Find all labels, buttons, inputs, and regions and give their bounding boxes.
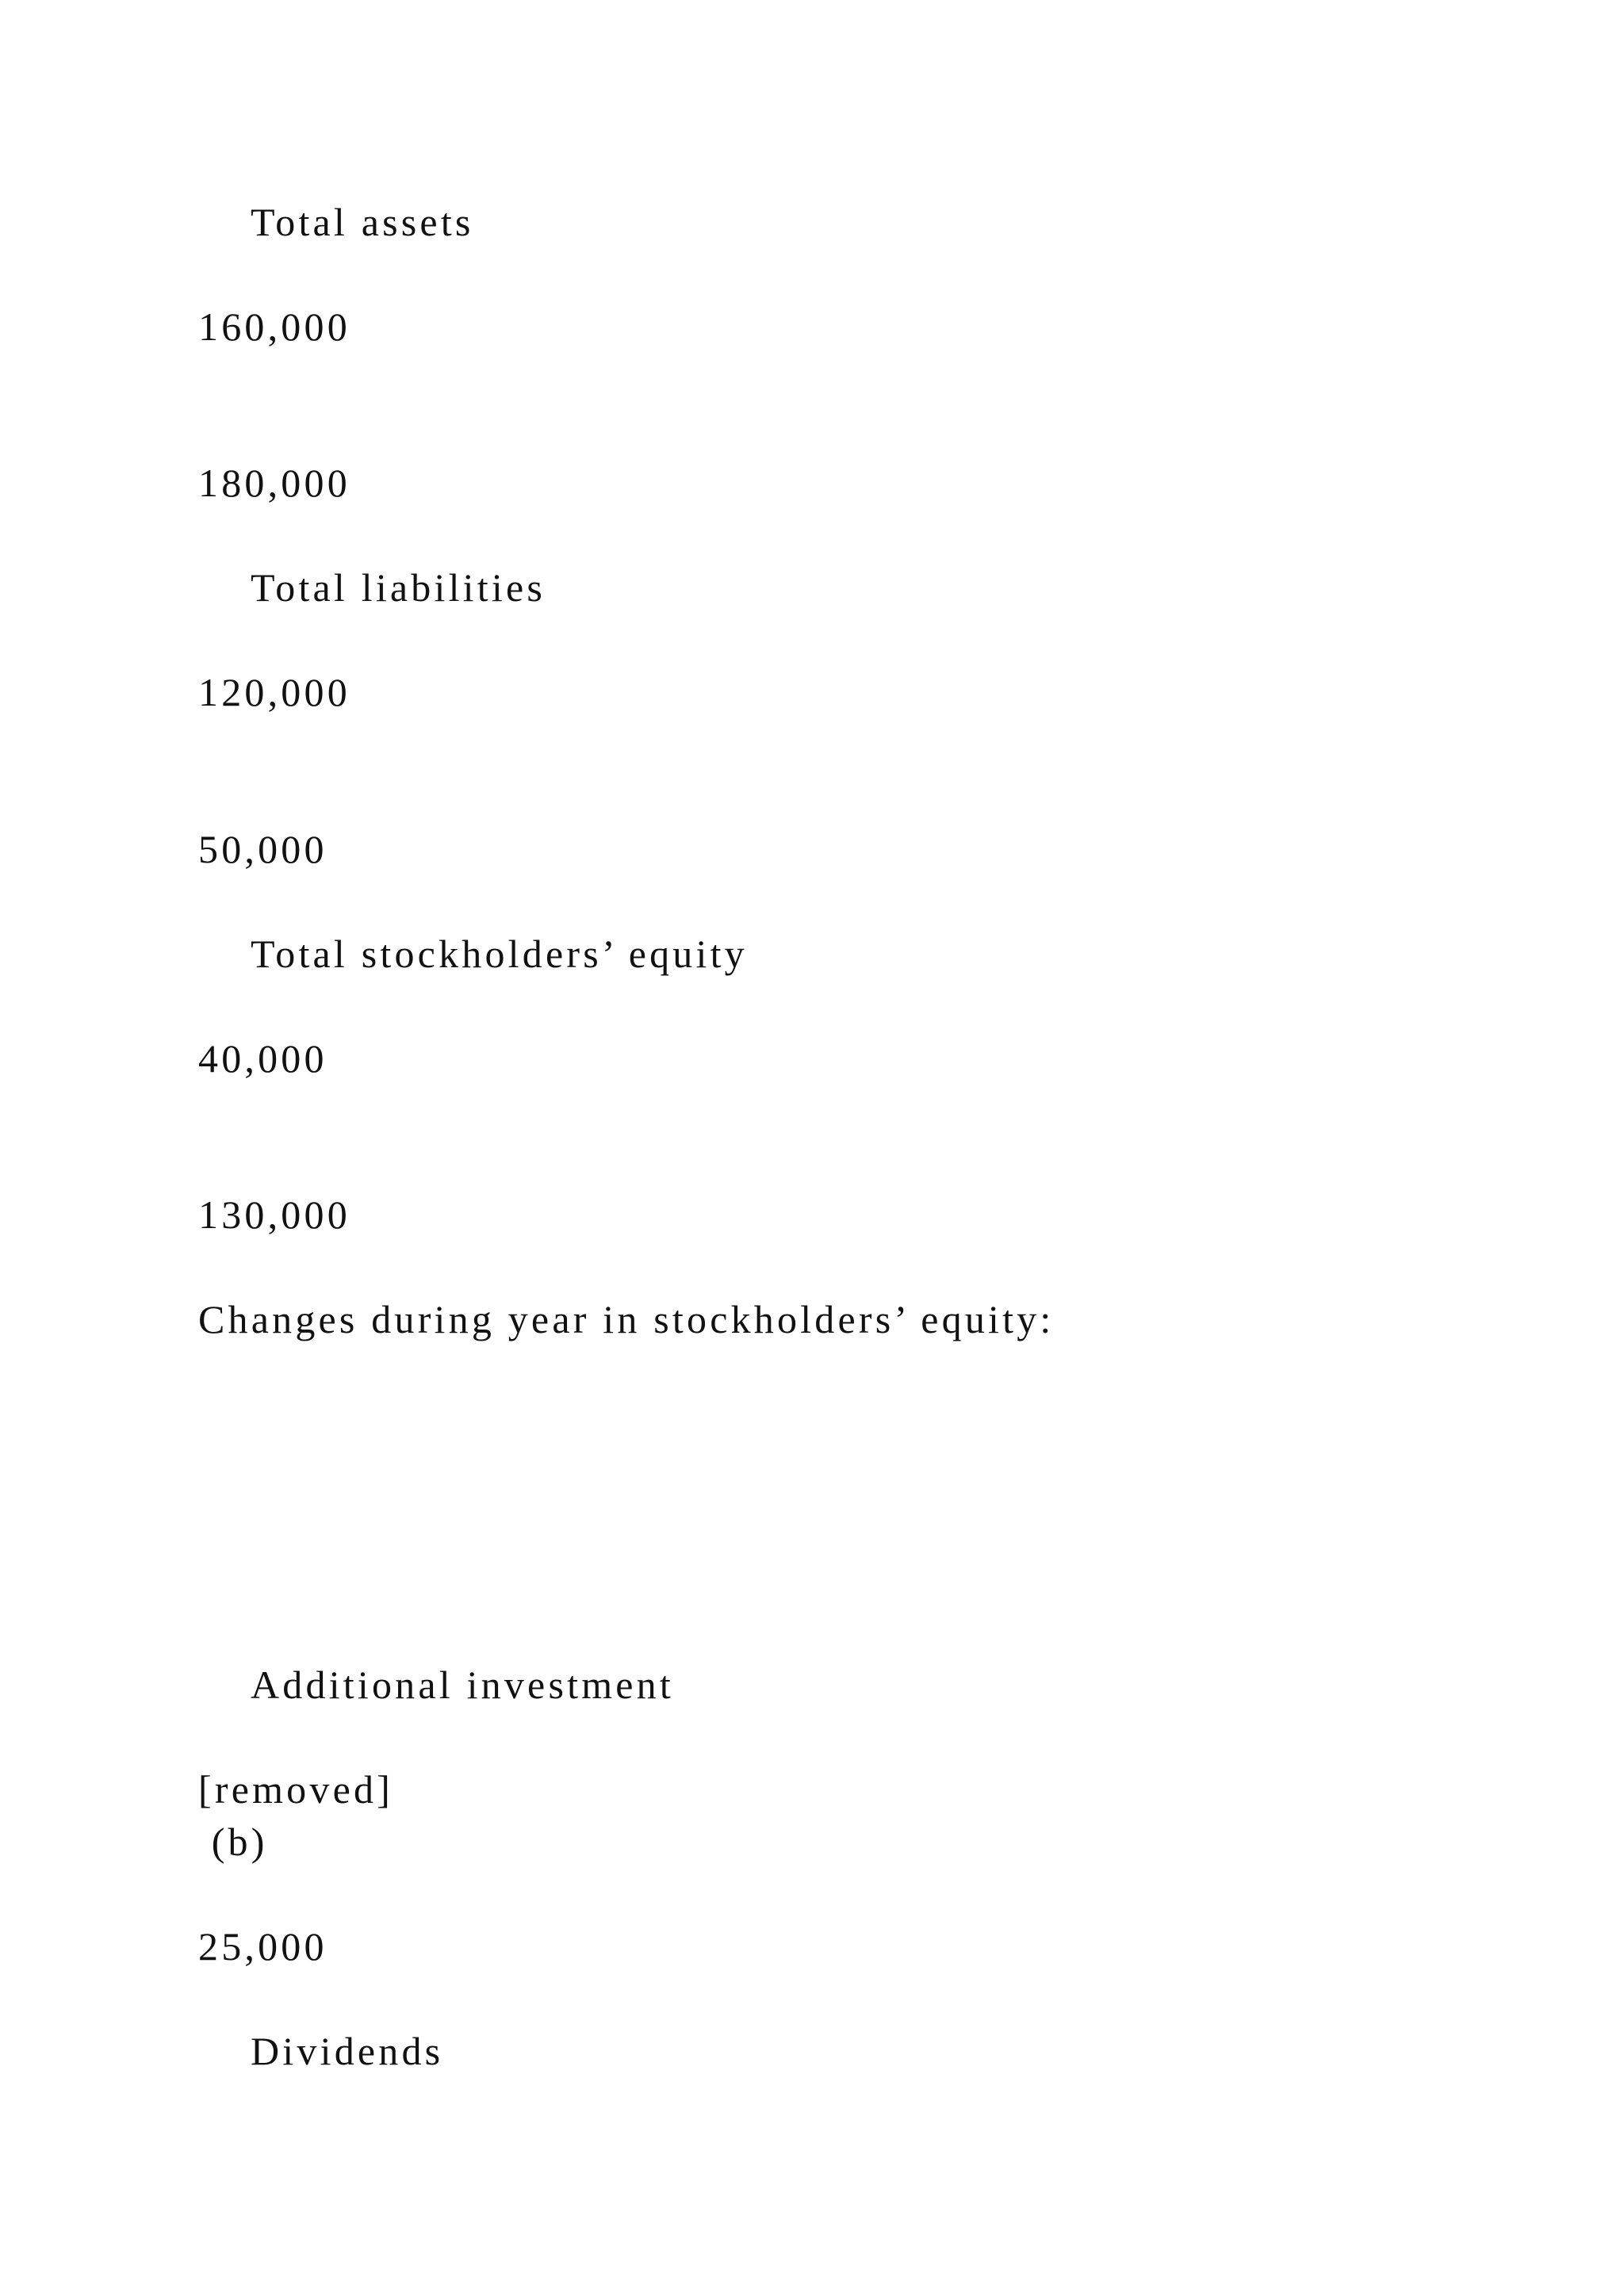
total-liabilities-value: 120,000 [198, 670, 350, 714]
additional-investment-value: 25,000 [198, 1924, 327, 1969]
total-assets-value: 160,000 [198, 304, 350, 349]
removed-marker: [removed] [198, 1767, 394, 1812]
total-assets-label: Total assets [251, 200, 474, 244]
dividends-label: Dividends [251, 2029, 444, 2073]
total-liabilities-value: 50,000 [198, 827, 327, 871]
changes-heading: Changes during year in stockholders’ equity: [198, 1297, 1055, 1341]
total-equity-value: 40,000 [198, 1036, 327, 1081]
part-b-marker: (b) [198, 1820, 268, 1864]
total-liabilities-label: Total liabilities [251, 565, 546, 610]
total-equity-label: Total stockholders’ equity [251, 932, 748, 976]
total-equity-value: 130,000 [198, 1192, 350, 1237]
total-assets-value: 180,000 [198, 461, 350, 505]
additional-investment-label: Additional investment [251, 1663, 674, 1707]
